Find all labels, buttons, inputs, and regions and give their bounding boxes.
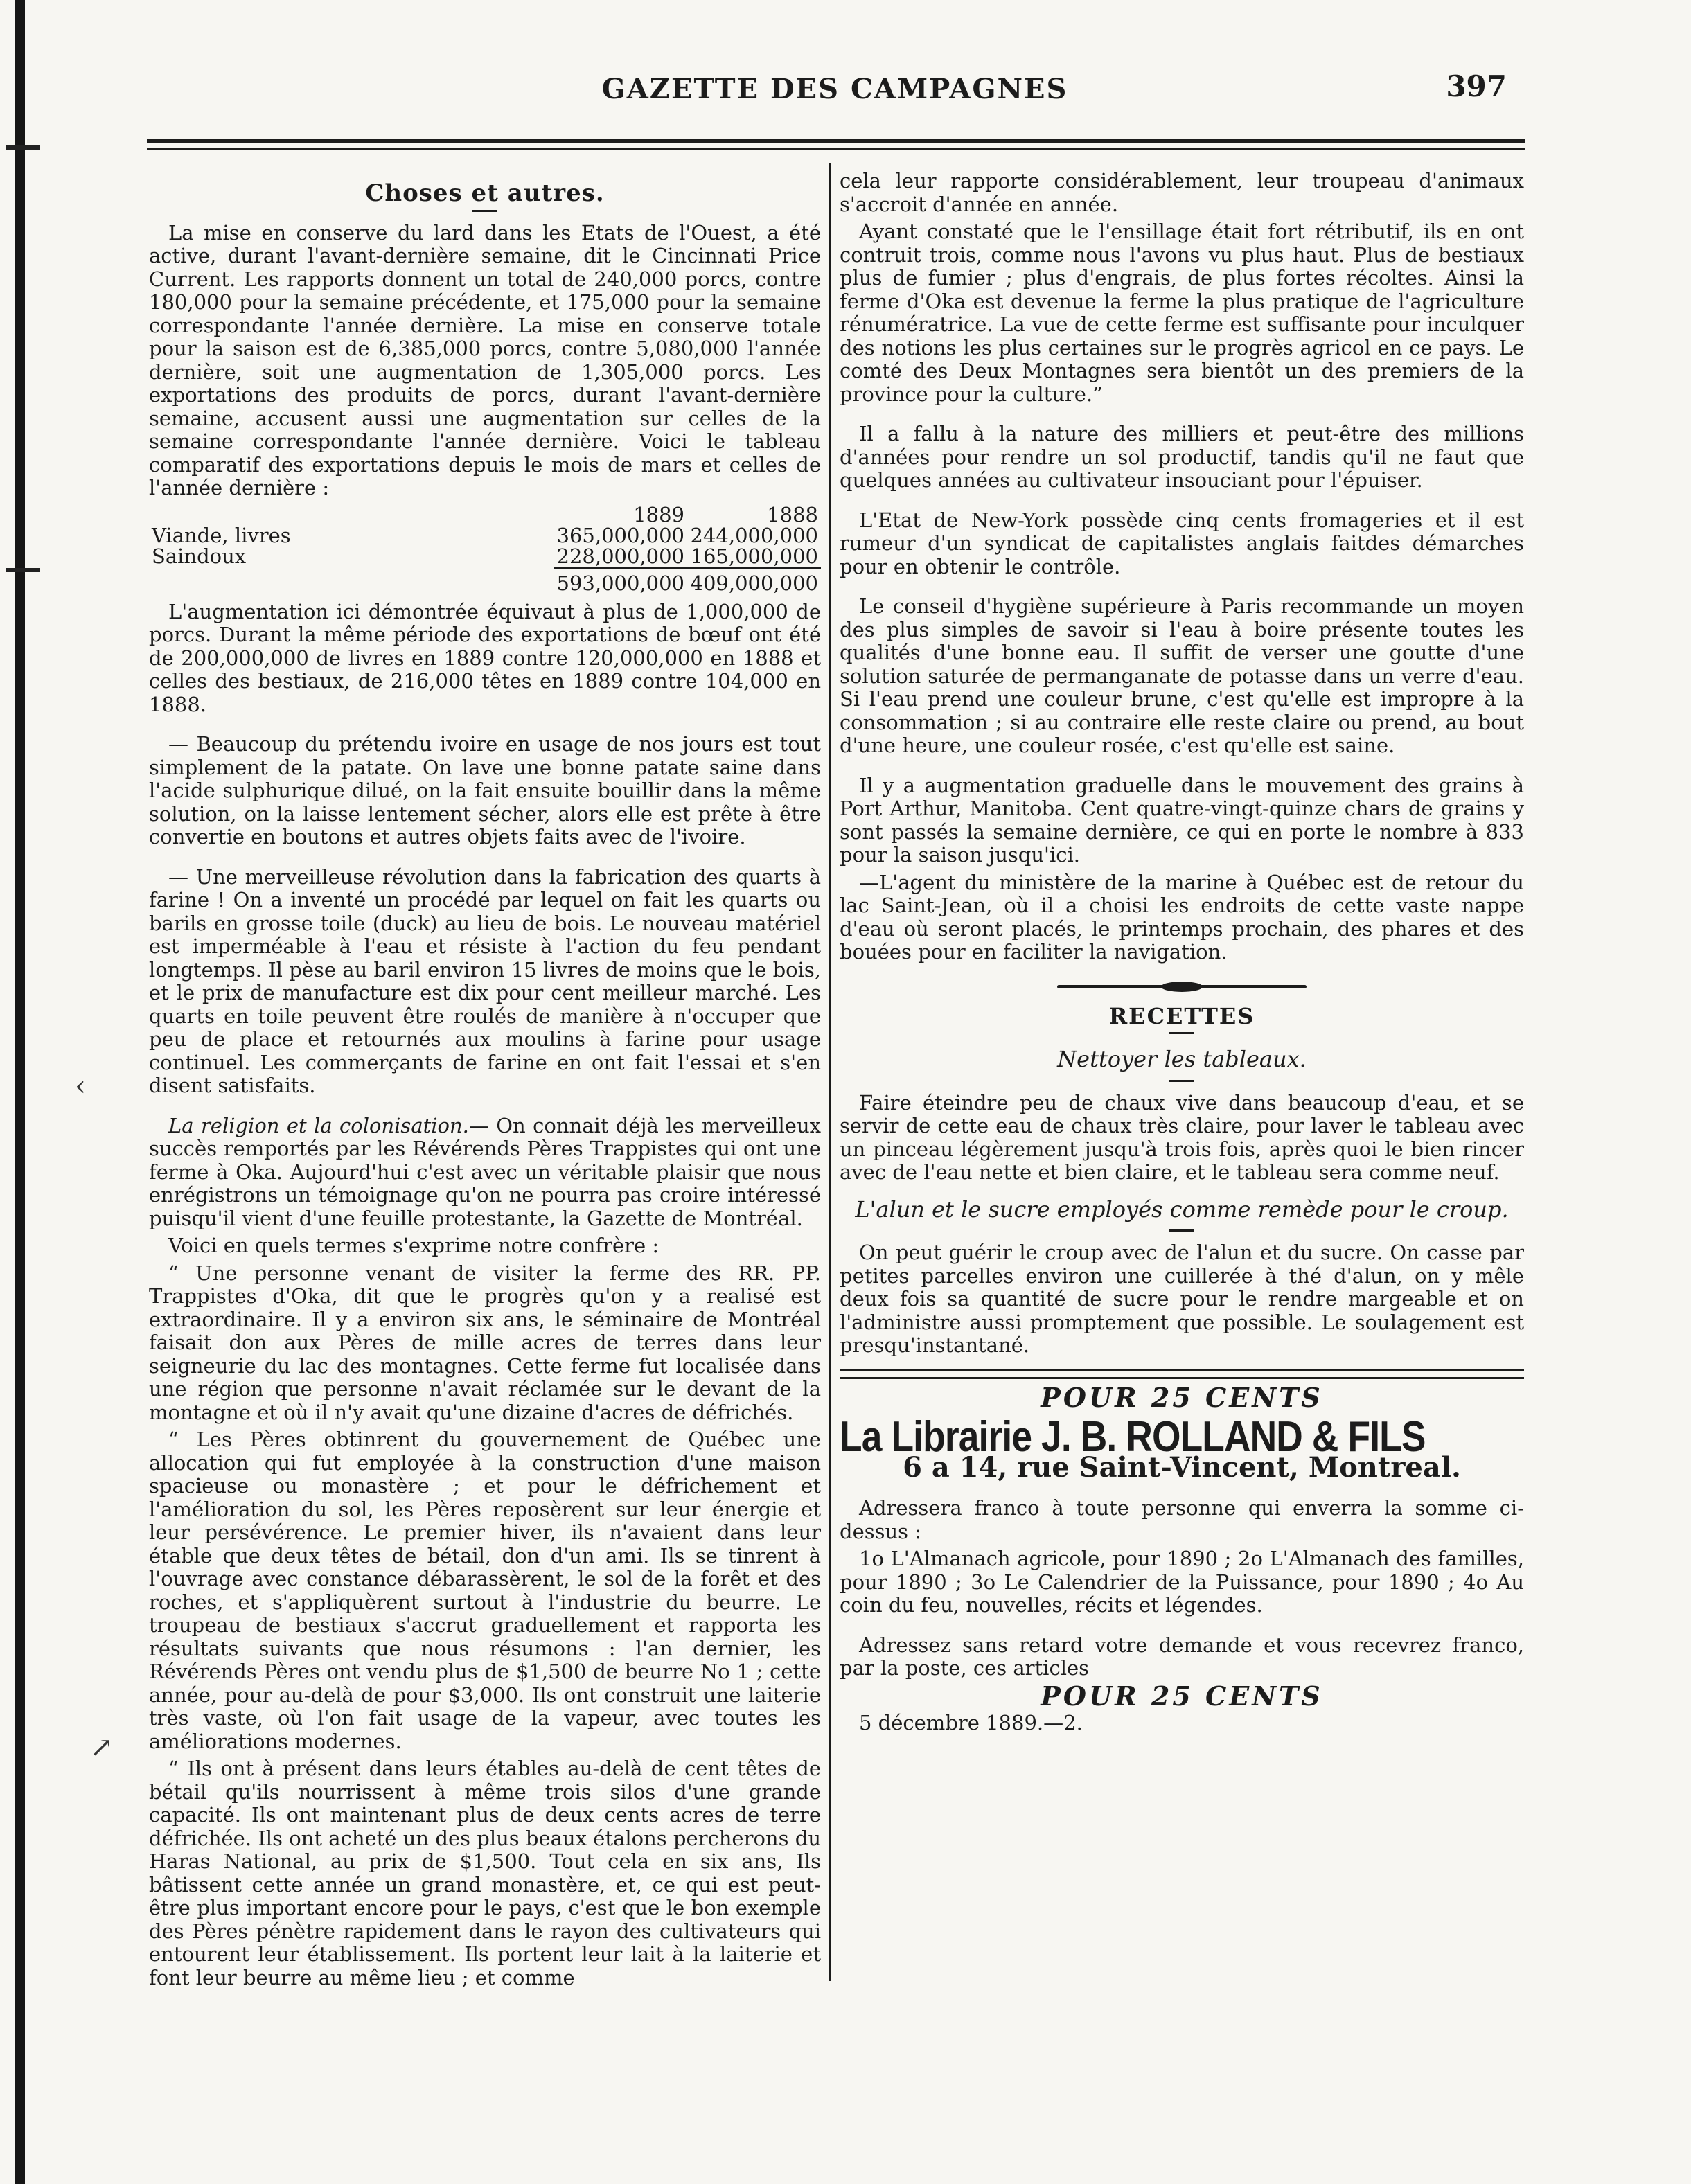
advert-address: 6 a 14, rue Saint-Vincent, Montreal. xyxy=(903,1450,1461,1484)
recipe-title: Nettoyer les tableaux. xyxy=(1057,1046,1307,1072)
cell-1888: 165,000,000 xyxy=(690,544,818,568)
title-dash xyxy=(1169,1080,1194,1082)
paragraph-exports-increase: L'augmentation ici démontrée équivaut à plus de 1,000,000 de porcs. Durant la même période des exportations de bœuf ont été de 200,000,000 de livres en 1889 contre 120,000,000 en 1888 et celles des bestiaux, de 216,000 têtes en 1889 contre 104,000 en 1888. xyxy=(149,599,821,716)
section-ornament xyxy=(1057,985,1307,988)
cell-1889: 365,000,000 xyxy=(556,523,684,547)
paragraph-ivory-potato: — Beaucoup du prétendu ivoire en usage de nos jours est tout simplement de la patate. On lave une bonne patate saine dans l'acide sulphurique dilué, on la fait ensuite bouillir dans la même solution, on la laisse lentement sécher, alors elle est prête à être convertie en boutons et autres objets faits avec de l'ivoire. xyxy=(149,732,821,849)
total-1889: 593,000,000 xyxy=(554,567,687,594)
row-label: Saindoux xyxy=(152,544,247,569)
paragraph-water-test: Le conseil d'hygiène supérieure à Paris recommande un moyen des plus simples de savoir si l'eau à boire présente toutes les qualités d'une bonne eau. Il suffit de verser une goutte d'une solution saturée de permanganate de potasse dans un verre d'eau. Si l'eau prend une couleur brune, c'est qu'elle est impropre à la consommation ; si au contraire elle reste claire ou prend, au bout d'une heure, une couleur rosée, c'est qu'elle est saine. xyxy=(840,594,1524,757)
table-total-row xyxy=(149,567,821,594)
table-row xyxy=(149,525,821,546)
binding-stitch-mark xyxy=(6,568,40,572)
paragraph-lead-italic: La religion et la colonisation. xyxy=(168,1113,469,1137)
binding-stitch-mark xyxy=(6,145,40,150)
running-title: GAZETTE DES CAMPAGNES xyxy=(601,73,1068,105)
advert-text: Adressera franco à toute personne qui enverra la somme ci-dessus : xyxy=(840,1496,1524,1543)
paragraph-body: — On connait déjà les merveilleux succès remportés par les Révérends Pères Trappistes qui ont une ferme à Oka. Aujourd'hui c'est avec un véritable plaisir que nous enrégistrons un témoignage qu'on ne pourra pas croire intéressé puisqu'il vient d'une feuille protestante, la Gazette de Montréal. xyxy=(149,1113,821,1230)
paragraph-pork-conservation: La mise en conserve du lard dans les Etats de l'Ouest, a été active, durant l'avant-dernière semaine, dit le Cincinnati Price Current. Les rapports donnent un total de 240,000 porcs, contre 180,000 pour la semaine précédente, et 175,000 pour la semaine correspondante l'année dernière. La mise en conserve totale pour la saison est de 6,385,000 porcs, contre 5,080,000 l'année dernière, soit une augmentation de 1,305,000 porcs. Les exportations des produits de porcs, durant l'avant-dernière semaine, accusent aussi une augmentation sur celles de la semaine correspondante l'année dernière. Voici le tableau comparatif des exportations depuis le mois de mars et celles de l'année dernière : xyxy=(149,220,821,499)
year-header: 1889 xyxy=(633,502,684,526)
table-row xyxy=(149,546,821,568)
paragraph-silage: Ayant constaté que le l'ensillage était fort rétributif, ils en ont contruit trois, comme nous l'avons vu plus haut. Plus de bestiaux plus de fumier ; plus d'engrais, de plus fortes récoltes. Ainsi la ferme d'Oka est devenue la ferme la plus pratique de l'agriculture rénumératrice. La vue de cette ferme est suffisante pour inculquer des notions les plus certaines sur le progrès agricol en ce pays. Le comté des Deux Montagnes sera bientôt un des premiers de la province pour la culture.” xyxy=(840,220,1524,406)
advert-banner: POUR 25 CENTS xyxy=(1041,1680,1323,1712)
right-column xyxy=(840,170,1524,1739)
table-header-row xyxy=(149,504,821,525)
paragraph-port-arthur: Il y a augmentation graduelle dans le mouvement des grains à Port Arthur, Manitoba. Cent quatre-vingt-quinze chars de grains y sont passés la semaine dernière, ce qui en porte le nombre à 833 pour la saison jusqu'ici. xyxy=(840,773,1524,867)
margin-pencil-mark: ↗ xyxy=(90,1732,114,1764)
column-divider xyxy=(829,163,831,1981)
advert-border xyxy=(840,1369,1524,1379)
title-dash xyxy=(472,210,497,212)
year-header: 1888 xyxy=(767,502,818,526)
page-number: 397 xyxy=(1446,69,1507,103)
title-dash xyxy=(1169,1229,1194,1232)
cell-1889: 228,000,000 xyxy=(556,544,684,568)
paragraph-flour-barrels: — Une merveilleuse révolution dans la fabrication des quarts à farine ! On a inventé un procédé par lequel on fait les quarts ou barils en grosse toile (duck) au lieu de bois. Le nouveau matériel est imperméable à l'eau et résiste à l'action du feu pendant longtemps. Il pèse au baril environ 15 livres de moins que le bois, et le prix de manufacture est dix pour cent meilleur marché. Les quarts en toile peuvent être roulés de manière à n'occuper que peu de place et retournés aux moulins à farine pour usage continuel. Les commerçants de farine en ont fait l'essai et s'en disent satisfaits. xyxy=(149,864,821,1097)
cell-1888: 244,000,000 xyxy=(690,523,818,547)
paragraph-lac-saint-jean: —L'agent du ministère de la marine à Québec est de retour du lac Saint-Jean, où il a choisi les endroits de cette vaste nappe d'eau où seront placés, le printemps prochain, des phares et des bouées pour en faciliter la navigation. xyxy=(840,870,1524,964)
recettes-heading: RECETTES xyxy=(1108,1002,1255,1029)
section-title: Choses et autres. xyxy=(365,179,605,207)
paragraph-trappists-quote-2: “ Les Pères obtinrent du gouvernement de Québec une allocation qui fut employée à la construction d'une maison spacieuse ou monastère ; et pour le défrichement et l'amélioration du sol, les Pères reposèrent sur leur énergie et leur persévérence. Le premier hiver, ils n'avaient dans leur étable que deux têtes de bétail, don d'un ami. Ils se tinrent à l'ouvrage avec constance débarassèrent, le sol de la forêt et des roches, et s'appliquèrent surtout à l'industrie du beurre. Le troupeau de bestiaux s'accrut graduellement et rapporta les résultats suivants que nous résumons : l'an dernier, les Révérends Pères ont vendu plus de $1,500 de beurre No 1 ; cette année, pour au-delà de pour $3,000. Ils ont construit une laiterie très vaste, où l'on fait usage de la vapeur, avec toutes les améliorations modernes. xyxy=(149,1428,821,1753)
paragraph-quote-intro: Voici en quels termes s'exprime notre confrère : xyxy=(168,1234,659,1257)
recipe-text: Faire éteindre peu de chaux vive dans beaucoup d'eau, et se servir de cette eau de chaux très claire, pour laver le tableau avec un pinceau légèrement jusqu'à trois fois, après quoi le bien rincer avec de l'eau nette et bien claire, et le tableau sera comme neuf. xyxy=(840,1090,1524,1184)
left-column xyxy=(149,170,821,1994)
paragraph-continued: cela leur rapporte considérablement, leur troupeau d'animaux s'accroit d'année en année. xyxy=(840,169,1524,216)
advert-date: 5 décembre 1889.—2. xyxy=(859,1711,1083,1734)
title-dash xyxy=(1169,1032,1194,1034)
row-label: Viande, livres xyxy=(152,523,291,547)
advert-banner: POUR 25 CENTS xyxy=(1041,1381,1323,1413)
header-rule-thin xyxy=(147,148,1525,150)
advert-text: Adressez sans retard votre demande et vous recevrez franco, par la poste, ces articles xyxy=(840,1633,1524,1680)
total-1888: 409,000,000 xyxy=(687,567,821,594)
paragraph-trappists-quote-1: “ Une personne venant de visiter la ferme des RR. PP. Trappistes d'Oka, dit que le progrès qu'on y a realisé est extraordinaire. Il y a environ six ans, le séminaire de Montréal faisait don aux Pères de mille acres de terres dans leur seigneurie du lac des montagnes. Cette ferme fut localisée dans une région que personne n'avait réclamée sur le devant de la montagne et où il n'y avait qu'une dizaine d'acres de défrichés. xyxy=(149,1261,821,1424)
exports-table xyxy=(149,504,821,594)
recipe-title: L'alun et le sucre employés comme remède pour le croup. xyxy=(855,1196,1509,1223)
page-header xyxy=(145,69,1524,118)
paragraph-religion-colonisation xyxy=(149,1115,821,1231)
book-binding-edge xyxy=(15,0,25,2184)
margin-pencil-mark: ‹ xyxy=(75,1070,86,1102)
recipe-text: On peut guérir le croup avec de l'alun et du sucre. On casse par petites parcelles environ une cuillerée à thé d'alun, on y mêle deux fois sa quantité de sucre pour le rendre margeable et on l'administre aussi promptement que possible. Le soulagement est presqu'instantané. xyxy=(840,1241,1524,1357)
paragraph-soil: Il a fallu à la nature des milliers et peut-être des millions d'années pour rendre un sol productif, tandis qu'il ne faut que quelques années au cultivateur insouciant pour l'épuiser. xyxy=(840,422,1524,492)
paragraph-new-york-cheese: L'Etat de New-York possède cinq cents fromageries et il est rumeur d'un syndicat de capitalistes anglais faitdes démarches pour en obtenir le contrôle. xyxy=(840,508,1524,578)
advert-item-list: 1o L'Almanach agricole, pour 1890 ; 2o L'Almanach des familles, pour 1890 ; 3o Le Calendrier de la Puissance, pour 1890 ; 4o Au coin du feu, nouvelles, récits et légendes. xyxy=(840,1547,1524,1617)
paragraph-trappists-quote-3: “ Ils ont à présent dans leurs étables au-delà de cent têtes de bétail qu'ils nourrissent à même trois silos d'une grande capacité. Ils ont maintenant plus de deux cents acres de terre défrichée. Ils ont acheté un des plus beaux étalons percherons du Haras National, au prix de $1,500. Tout cela en six ans, Ils bâtissent cette année un grand monastère, et, ce qui est peut-être plus important encore pour le pays, c'est que le bon exemple des Pères pénètre rapidement dans le rayon des cultivateurs qui entourent leur établissement. Ils portent leur lait à la laiterie et font leur beurre au même lieu ; et comme xyxy=(149,1757,821,1989)
advert-bookshop-name: La Librairie J. B. ROLLAND & FILS xyxy=(840,1413,1426,1461)
header-rule-thick xyxy=(147,139,1525,143)
